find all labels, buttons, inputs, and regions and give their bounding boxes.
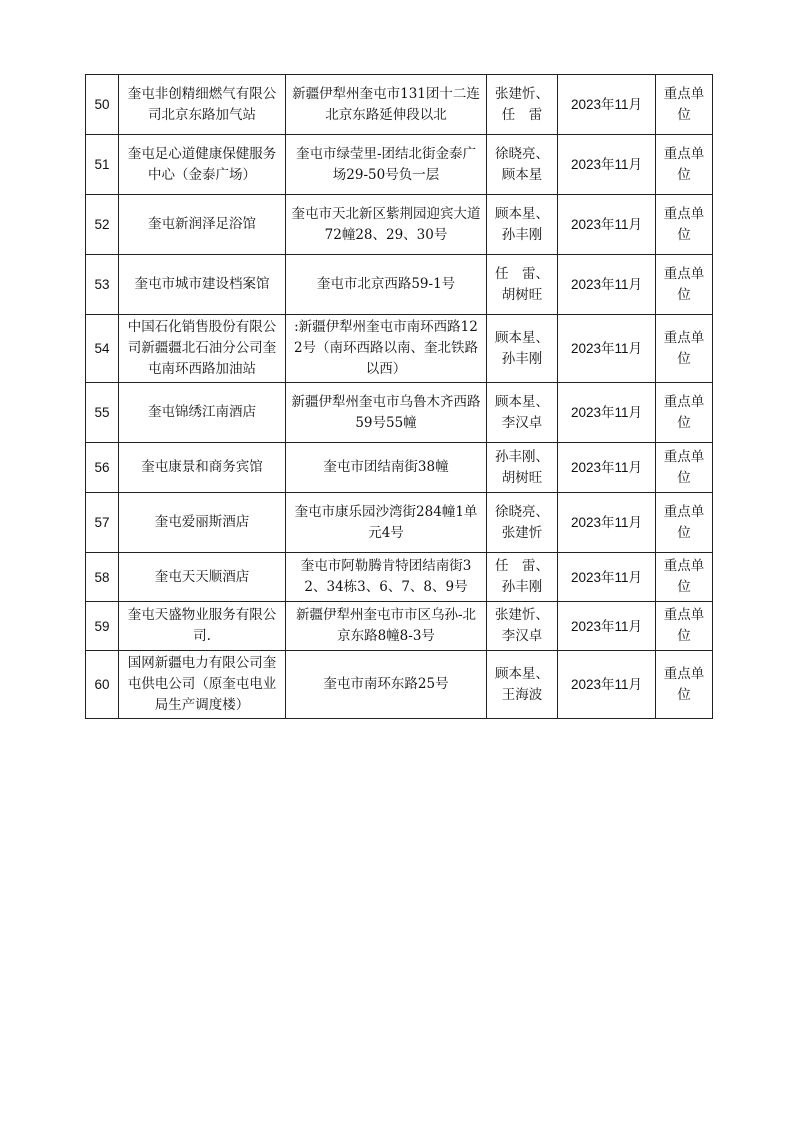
- table-row: [86, 553, 713, 602]
- unit-category: 重点单位: [656, 383, 713, 443]
- unit-name: 奎屯天盛物业服务有限公司.: [119, 602, 286, 651]
- unit-name: 奎屯新润泽足浴馆: [119, 195, 286, 255]
- row-number: 54: [86, 315, 119, 383]
- unit-category: 重点单位: [656, 553, 713, 602]
- row-number: 60: [86, 651, 119, 719]
- inspection-table: [85, 74, 713, 719]
- row-number: 59: [86, 602, 119, 651]
- row-number: 57: [86, 493, 119, 553]
- unit-name: 奎屯爱丽斯酒店: [119, 493, 286, 553]
- inspector-names: 张建忻、任 雷: [487, 75, 558, 135]
- inspection-date: 2023年11月: [558, 443, 656, 493]
- inspection-date: 2023年11月: [558, 75, 656, 135]
- row-number: 52: [86, 195, 119, 255]
- unit-address: 新疆伊犁州奎屯市市区乌孙-北京东路8幢8-3号: [286, 602, 487, 651]
- unit-category: 重点单位: [656, 315, 713, 383]
- unit-address: 奎屯市阿勒腾肯特团结南街32、34栋3、6、7、8、9号: [286, 553, 487, 602]
- unit-name: 奎屯康景和商务宾馆: [119, 443, 286, 493]
- inspection-date: 2023年11月: [558, 602, 656, 651]
- unit-category: 重点单位: [656, 651, 713, 719]
- inspector-names: 顾本星、孙丰刚: [487, 195, 558, 255]
- table-row: [86, 195, 713, 255]
- table-row: [86, 135, 713, 195]
- inspector-names: 顾本星、王海波: [487, 651, 558, 719]
- inspector-names: 张建忻、李汉卓: [487, 602, 558, 651]
- inspector-names: 任 雷、胡树旺: [487, 255, 558, 315]
- inspector-names: 顾本星、李汉卓: [487, 383, 558, 443]
- row-number: 51: [86, 135, 119, 195]
- unit-category: 重点单位: [656, 493, 713, 553]
- inspection-date: 2023年11月: [558, 553, 656, 602]
- inspection-date: 2023年11月: [558, 383, 656, 443]
- unit-category: 重点单位: [656, 75, 713, 135]
- unit-name: 奎屯足心道健康保健服务中心（金泰广场）: [119, 135, 286, 195]
- table-row: [86, 75, 713, 135]
- unit-category: 重点单位: [656, 443, 713, 493]
- table-body: [86, 75, 713, 719]
- unit-address: 新疆伊犁州奎屯市乌鲁木齐西路59号55幢: [286, 383, 487, 443]
- inspector-names: 孙丰刚、胡树旺: [487, 443, 558, 493]
- table-row: [86, 602, 713, 651]
- inspection-date: 2023年11月: [558, 651, 656, 719]
- unit-address: 奎屯市北京西路59-1号: [286, 255, 487, 315]
- unit-category: 重点单位: [656, 602, 713, 651]
- unit-category: 重点单位: [656, 195, 713, 255]
- inspection-date: 2023年11月: [558, 135, 656, 195]
- unit-category: 重点单位: [656, 135, 713, 195]
- unit-address: 新疆伊犁州奎屯市131团十二连北京东路延伸段以北: [286, 75, 487, 135]
- inspection-date: 2023年11月: [558, 195, 656, 255]
- unit-name: 奎屯锦绣江南酒店: [119, 383, 286, 443]
- row-number: 53: [86, 255, 119, 315]
- table-row: [86, 493, 713, 553]
- table-row: [86, 315, 713, 383]
- table-row: [86, 443, 713, 493]
- unit-address: :新疆伊犁州奎屯市南环西路122号（南环西路以南、奎北铁路以西）: [286, 315, 487, 383]
- unit-address: 奎屯市天北新区紫荆园迎宾大道72幢28、29、30号: [286, 195, 487, 255]
- unit-name: 奎屯天天顺酒店: [119, 553, 286, 602]
- inspector-names: 徐晓亮、顾本星: [487, 135, 558, 195]
- unit-address: 奎屯市康乐园沙湾街284幢1单元4号: [286, 493, 487, 553]
- unit-category: 重点单位: [656, 255, 713, 315]
- row-number: 50: [86, 75, 119, 135]
- table-row: [86, 383, 713, 443]
- inspector-names: 任 雷、孙丰刚: [487, 553, 558, 602]
- unit-name: 奎屯市城市建设档案馆: [119, 255, 286, 315]
- inspector-names: 徐晓亮、张建忻: [487, 493, 558, 553]
- row-number: 58: [86, 553, 119, 602]
- inspector-names: 顾本星、孙丰刚: [487, 315, 558, 383]
- unit-address: 奎屯市绿莹里-团结北街金泰广场29-50号负一层: [286, 135, 487, 195]
- table-row: [86, 651, 713, 719]
- unit-name: 国网新疆电力有限公司奎屯供电公司（原奎屯电业局生产调度楼）: [119, 651, 286, 719]
- row-number: 56: [86, 443, 119, 493]
- inspection-date: 2023年11月: [558, 255, 656, 315]
- table-row: [86, 255, 713, 315]
- row-number: 55: [86, 383, 119, 443]
- unit-address: 奎屯市团结南街38幢: [286, 443, 487, 493]
- unit-name: 中国石化销售股份有限公司新疆疆北石油分公司奎屯南环西路加油站: [119, 315, 286, 383]
- unit-address: 奎屯市南环东路25号: [286, 651, 487, 719]
- inspection-date: 2023年11月: [558, 493, 656, 553]
- inspection-date: 2023年11月: [558, 315, 656, 383]
- unit-name: 奎屯非创精细燃气有限公司北京东路加气站: [119, 75, 286, 135]
